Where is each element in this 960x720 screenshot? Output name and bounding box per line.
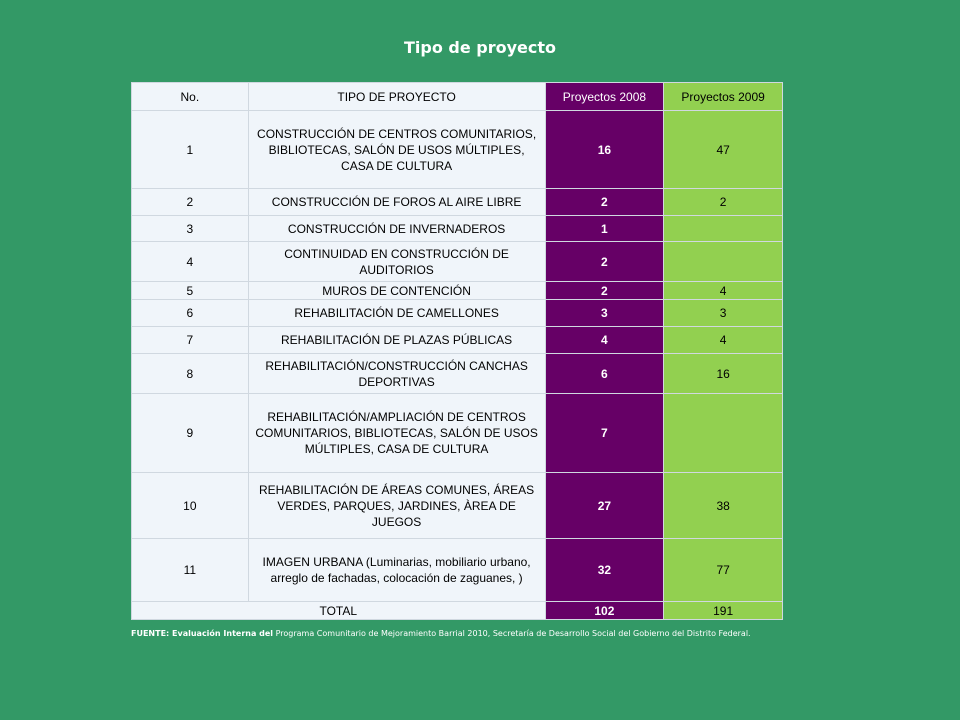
cell-2009: 38 [664,473,783,539]
cell-2008: 4 [545,327,664,354]
table-row [132,282,783,300]
cell-no: 11 [132,539,249,602]
cell-2009: 16 [664,354,783,394]
source-note-bold: FUENTE: Evaluación Interna del [131,629,274,638]
cell-no: 7 [132,327,249,354]
cell-2009 [664,216,783,242]
total-2009: 191 [664,602,783,620]
cell-2009 [664,242,783,282]
cell-2009: 4 [664,282,783,300]
cell-2008: 2 [545,282,664,300]
table-total-row [132,602,783,620]
cell-tipo: CONTINUIDAD EN CONSTRUCCIÓN DE AUDITORIOS [248,242,545,282]
cell-tipo: REHABILITACIÓN/AMPLIACIÓN DE CENTROS COMUNITARIOS, BIBLIOTECAS, SALÓN DE USOS MÚLTIPLES, CASA DE CULTURA [248,394,545,473]
cell-2009: 4 [664,327,783,354]
cell-no: 10 [132,473,249,539]
table-row [132,394,783,473]
table-row [132,189,783,216]
table-row [132,111,783,189]
cell-no: 4 [132,242,249,282]
table-row [132,473,783,539]
cell-2008: 3 [545,300,664,327]
cell-2009: 47 [664,111,783,189]
header-2008: Proyectos 2008 [545,83,664,111]
table-row [132,242,783,282]
header-2009: Proyectos 2009 [664,83,783,111]
cell-2009: 2 [664,189,783,216]
cell-2009: 3 [664,300,783,327]
total-2008: 102 [545,602,664,620]
cell-no: 9 [132,394,249,473]
cell-tipo: REHABILITACIÓN DE CAMELLONES [248,300,545,327]
projects-table [131,82,783,620]
cell-tipo: IMAGEN URBANA (Luminarias, mobiliario urbano, arreglo de fachadas, colocación de zaguanes, ) [248,539,545,602]
cell-2008: 27 [545,473,664,539]
cell-no: 8 [132,354,249,394]
cell-tipo: CONSTRUCCIÓN DE CENTROS COMUNITARIOS, BIBLIOTECAS, SALÓN DE USOS MÚLTIPLES, CASA DE CULTURA [248,111,545,189]
cell-2009: 77 [664,539,783,602]
cell-tipo: REHABILITACIÓN DE PLAZAS PÚBLICAS [248,327,545,354]
cell-no: 6 [132,300,249,327]
page-title: Tipo de proyecto [403,38,557,57]
cell-2008: 2 [545,242,664,282]
cell-tipo: REHABILITACIÓN/CONSTRUCCIÓN CANCHAS DEPORTIVAS [248,354,545,394]
total-label: TOTAL [132,602,546,620]
cell-2008: 6 [545,354,664,394]
cell-no: 3 [132,216,249,242]
cell-tipo: MUROS DE CONTENCIÓN [248,282,545,300]
cell-no: 2 [132,189,249,216]
table-row [132,327,783,354]
header-tipo: TIPO DE PROYECTO [248,83,545,111]
table-header-row [132,83,783,111]
cell-tipo: REHABILITACIÓN DE ÁREAS COMUNES, ÁREAS VERDES, PARQUES, JARDINES, ÀREA DE JUEGOS [248,473,545,539]
table-row [132,300,783,327]
header-no: No. [132,83,249,111]
cell-2008: 32 [545,539,664,602]
cell-2008: 16 [545,111,664,189]
source-note-text: Programa Comunitario de Mejoramiento Barrial 2010, Secretaría de Desarrollo Social del Gobierno del Distrito Federal. [273,629,751,638]
table-row [132,539,783,602]
cell-2008: 1 [545,216,664,242]
cell-2009 [664,394,783,473]
cell-no: 1 [132,111,249,189]
cell-2008: 7 [545,394,664,473]
cell-2008: 2 [545,189,664,216]
source-note [131,629,951,638]
cell-tipo: CONSTRUCCIÓN DE INVERNADEROS [248,216,545,242]
cell-tipo: CONSTRUCCIÓN DE FOROS AL AIRE LIBRE [248,189,545,216]
cell-no: 5 [132,282,249,300]
table-row [132,354,783,394]
table-row [132,216,783,242]
